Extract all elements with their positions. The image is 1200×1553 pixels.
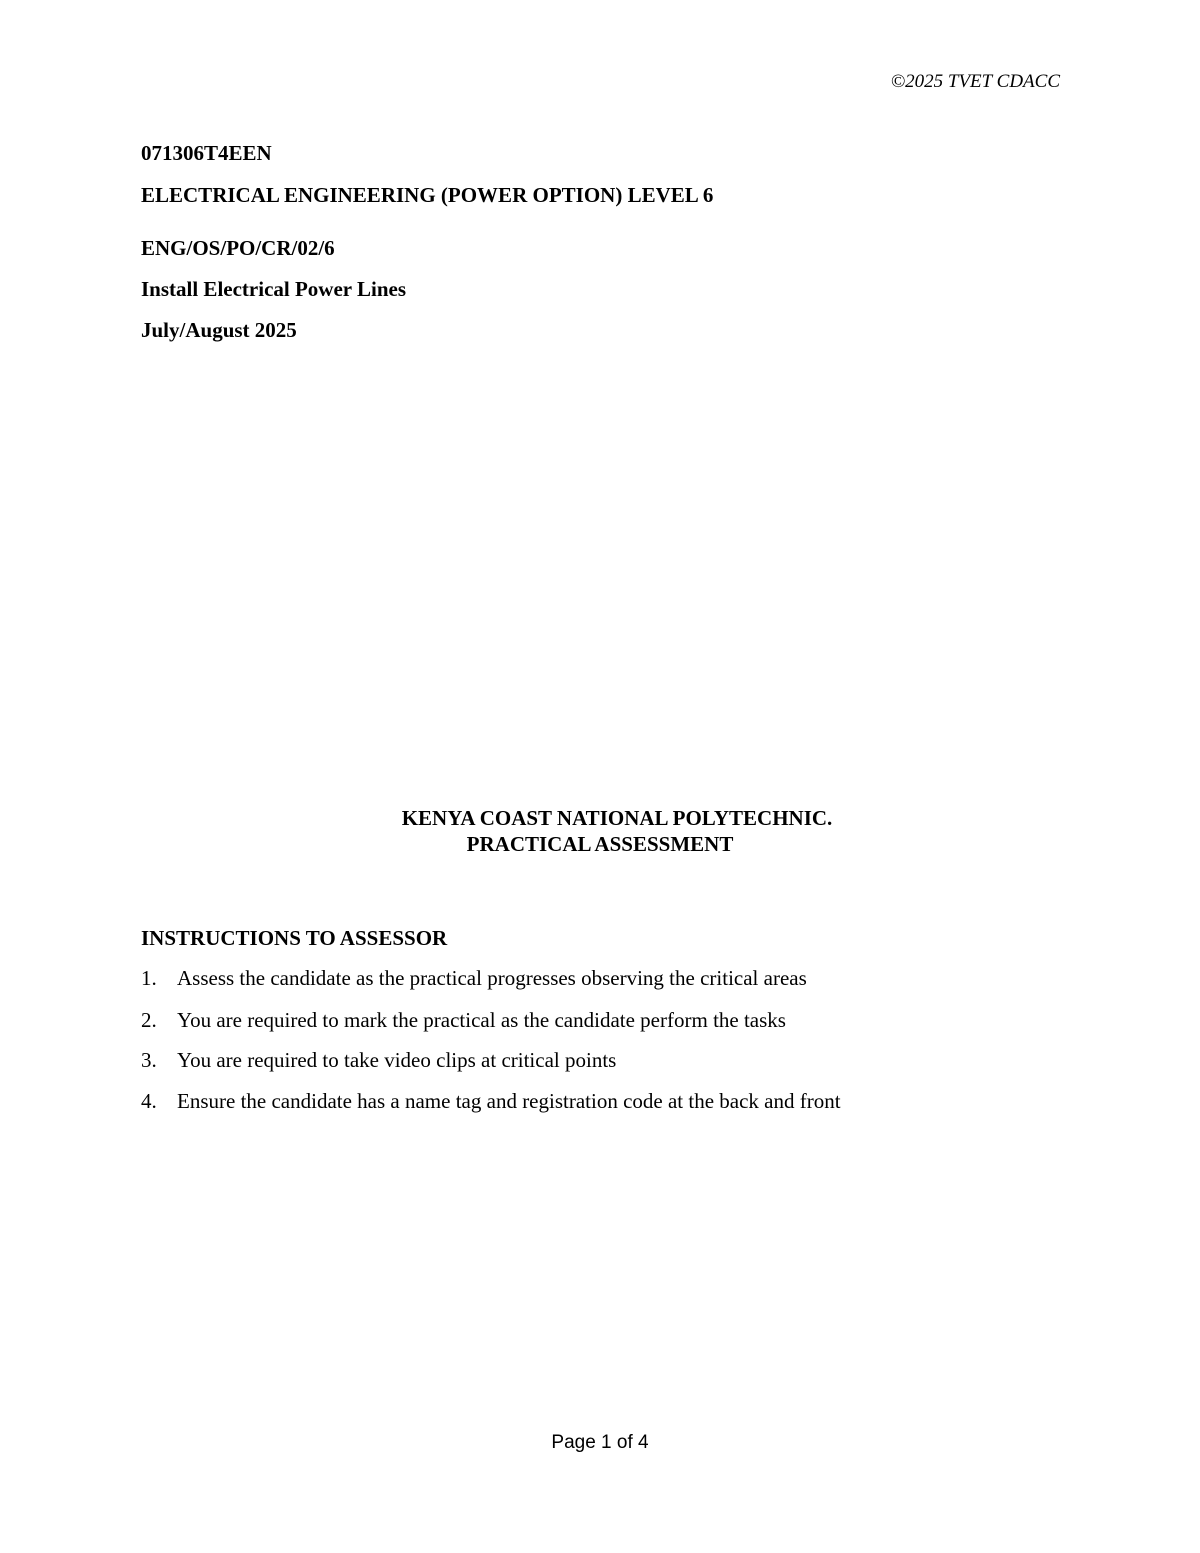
page-number-footer: Page 1 of 4 — [551, 1432, 649, 1453]
course-code: 071306T4EEN — [141, 141, 272, 165]
instruction-item — [141, 1089, 841, 1114]
assessment-type: PRACTICAL ASSESSMENT — [466, 832, 734, 856]
course-title: ELECTRICAL ENGINEERING (POWER OPTION) LEVEL 6 — [141, 183, 714, 207]
instruction-text: You are required to take video clips at critical points — [177, 1048, 617, 1072]
header-copyright: ©2025 TVET CDACC — [890, 71, 1060, 92]
institution-name: KENYA COAST NATIONAL POLYTECHNIC. — [401, 806, 833, 830]
instruction-text: You are required to mark the practical as the candidate perform the tasks — [177, 1008, 786, 1032]
unit-title: Install Electrical Power Lines — [141, 277, 406, 301]
instruction-item — [141, 1048, 616, 1073]
instruction-number: 3. — [141, 1048, 157, 1072]
instructions-heading: INSTRUCTIONS TO ASSESSOR — [141, 926, 448, 950]
instruction-item — [141, 966, 807, 991]
instruction-number: 1. — [141, 966, 157, 990]
instruction-item — [141, 1008, 786, 1033]
instruction-number: 4. — [141, 1089, 157, 1113]
exam-period: July/August 2025 — [141, 318, 297, 342]
instruction-number: 2. — [141, 1008, 157, 1032]
unit-code: ENG/OS/PO/CR/02/6 — [141, 236, 335, 260]
instruction-text: Ensure the candidate has a name tag and registration code at the back and front — [177, 1089, 841, 1113]
instruction-text: Assess the candidate as the practical progresses observing the critical areas — [177, 966, 807, 990]
